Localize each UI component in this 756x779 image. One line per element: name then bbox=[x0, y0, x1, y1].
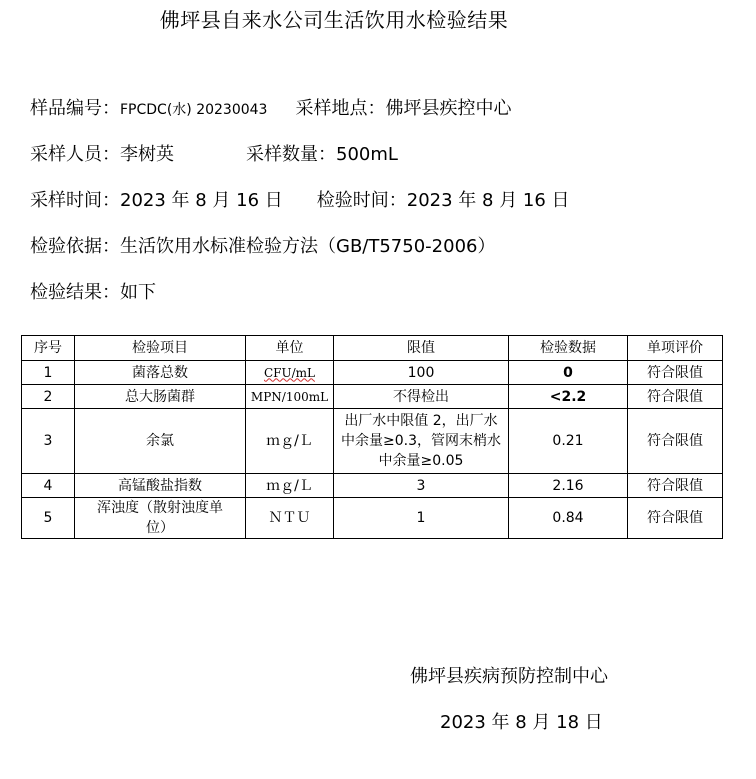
result-value: 如下 bbox=[120, 282, 156, 303]
header-unit: 单位 bbox=[246, 336, 334, 361]
basis-label: 检验依据： bbox=[30, 236, 120, 257]
table-row bbox=[22, 385, 723, 409]
sampling-time-label: 采样时间： bbox=[30, 190, 120, 211]
row-unit: ＮＴＵ bbox=[246, 498, 334, 539]
row-limit: 出厂水中限值 2，出厂水中余量≥0.3，管网末梢水中余量≥0.05 bbox=[334, 409, 509, 474]
row-eval: 符合限值 bbox=[628, 498, 723, 539]
row-eval: 符合限值 bbox=[628, 409, 723, 474]
row-item: 菌落总数 bbox=[75, 361, 246, 385]
row-no: 3 bbox=[22, 409, 75, 474]
row-eval: 符合限值 bbox=[628, 474, 723, 498]
row-item: 浑浊度（散射浊度单位） bbox=[75, 498, 246, 539]
table-row bbox=[22, 361, 723, 385]
test-time-label: 检验时间： bbox=[316, 190, 407, 211]
row-data: <2.2 bbox=[509, 385, 628, 409]
table-row bbox=[22, 409, 723, 474]
quantity-label: 采样数量： bbox=[246, 144, 336, 165]
row-unit: MPN/100mL bbox=[246, 385, 334, 409]
table-row bbox=[22, 498, 723, 539]
result-label: 检验结果： bbox=[30, 282, 120, 303]
header-no: 序号 bbox=[22, 336, 75, 361]
table-row bbox=[22, 474, 723, 498]
row-data: 2.16 bbox=[509, 474, 628, 498]
row-eval: 符合限值 bbox=[628, 385, 723, 409]
sample-no-label: 样品编号： bbox=[30, 98, 120, 119]
row-data: 0 bbox=[509, 361, 628, 385]
info-line-sample bbox=[30, 94, 511, 120]
row-no: 5 bbox=[22, 498, 75, 539]
row-limit: 3 bbox=[334, 474, 509, 498]
info-line-sampler bbox=[30, 140, 398, 166]
row-unit: ｍｇ/Ｌ bbox=[246, 474, 334, 498]
row-no: 4 bbox=[22, 474, 75, 498]
row-no: 1 bbox=[22, 361, 75, 385]
row-unit: ｍｇ/Ｌ bbox=[246, 409, 334, 474]
info-line-time bbox=[30, 186, 570, 212]
location-value: 佛坪县疾控中心 bbox=[385, 98, 512, 119]
results-table bbox=[21, 335, 723, 539]
info-line-result bbox=[30, 278, 156, 304]
row-limit: 1 bbox=[334, 498, 509, 539]
header-item: 检验项目 bbox=[75, 336, 246, 361]
row-item: 余氯 bbox=[75, 409, 246, 474]
sample-no-value: FPCDC(水) 20230043 bbox=[120, 102, 268, 118]
row-data: 0.21 bbox=[509, 409, 628, 474]
test-time-value: 2023 年 8 月 16 日 bbox=[406, 190, 570, 211]
row-item: 总大肠菌群 bbox=[75, 385, 246, 409]
document-title: 佛坪县自来水公司生活饮用水检验结果 bbox=[159, 8, 509, 32]
info-line-basis bbox=[30, 232, 495, 258]
sampler-label: 采样人员： bbox=[30, 144, 120, 165]
row-data: 0.84 bbox=[509, 498, 628, 539]
sampler-value: 李树英 bbox=[120, 144, 174, 165]
header-eval: 单项评价 bbox=[628, 336, 723, 361]
basis-value: 生活饮用水标准检验方法（GB/T5750-2006） bbox=[120, 236, 496, 257]
sampling-time-value: 2023 年 8 月 16 日 bbox=[120, 190, 283, 211]
issue-date: 2023 年 8 月 18 日 bbox=[440, 712, 603, 733]
row-unit bbox=[246, 361, 334, 385]
row-item: 高锰酸盐指数 bbox=[75, 474, 246, 498]
header-data: 检验数据 bbox=[509, 336, 628, 361]
row-eval: 符合限值 bbox=[628, 361, 723, 385]
row-limit: 100 bbox=[334, 361, 509, 385]
row-limit: 不得检出 bbox=[334, 385, 509, 409]
quantity-value: 500mL bbox=[336, 144, 398, 165]
row-unit-text: CFU/mL bbox=[263, 365, 315, 380]
table-header-row bbox=[22, 336, 723, 361]
issuing-organization: 佛坪县疾病预防控制中心 bbox=[410, 666, 608, 687]
row-no: 2 bbox=[22, 385, 75, 409]
location-label: 采样地点： bbox=[295, 98, 386, 119]
header-limit: 限值 bbox=[334, 336, 509, 361]
